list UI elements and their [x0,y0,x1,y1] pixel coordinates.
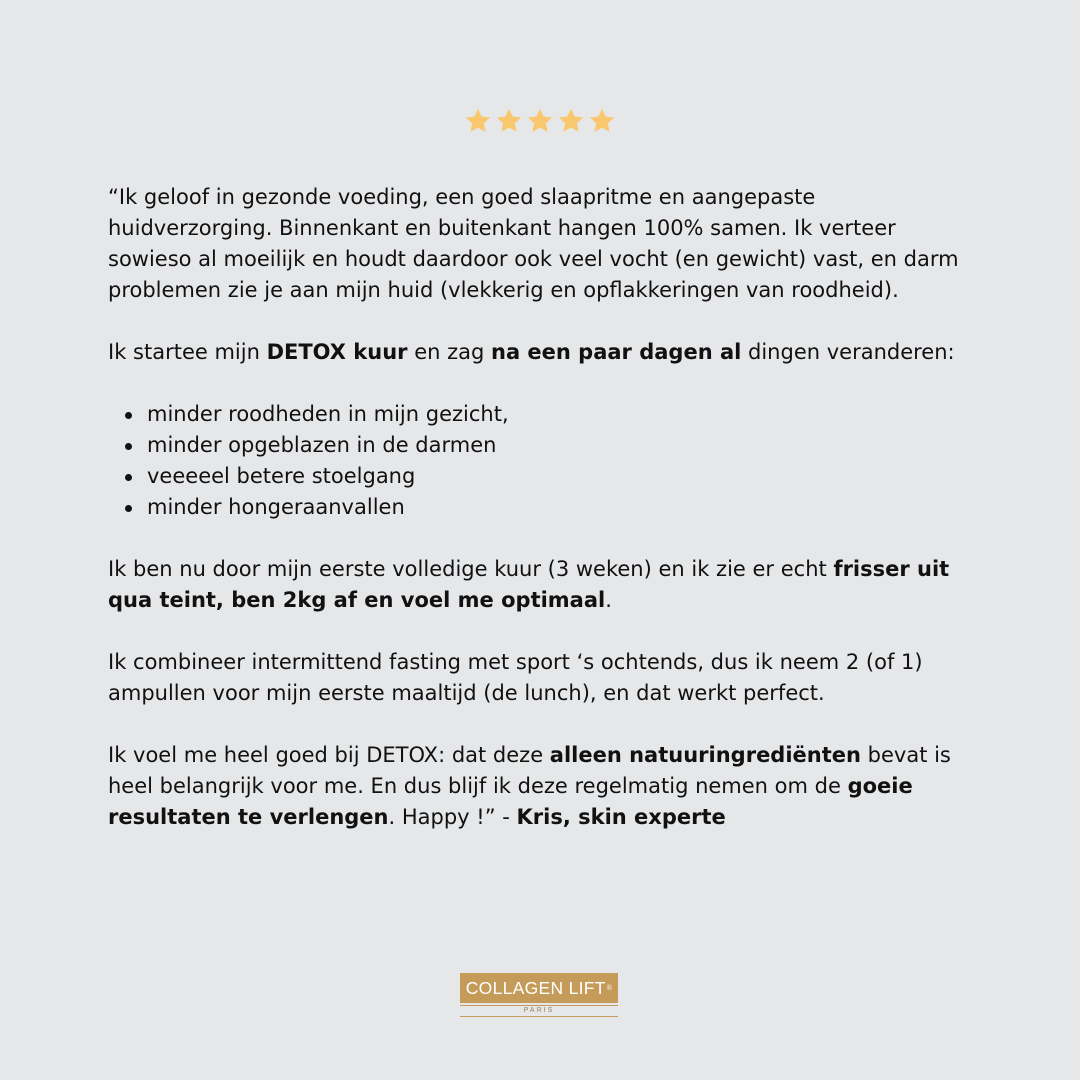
star-rating [0,106,1080,136]
star-icon [494,106,524,136]
star-icon [463,106,493,136]
list-item: veeeeel betere stoelgang [125,461,978,492]
paragraph-results: Ik ben nu door mijn eerste volledige kuur (3 weken) en ik zie er echt frisser uit qua teint, ben 2kg af en voel me optimaal. [108,557,950,612]
paragraph-detox: Ik startee mijn DETOX kuur en zag na een paar dagen al dingen veranderen: [108,340,955,364]
paragraph-usage: Ik combineer intermittend fasting met sport ‘s ochtends, dus ik neem 2 (of 1) ampullen voor mijn eerste maaltijd (de lunch), en dat werkt perfect. [108,650,923,705]
logo-city: PARIS [460,1005,618,1017]
brand-logo [460,973,618,1017]
paragraph-intro: “Ik geloof in gezonde voeding, een goed slaapritme en aangepaste huidverzorging. Binnenkant en buitenkant hangen 100% samen. Ik verteer sowieso al moeilijk en houdt daardoor ook veel vocht (en gewicht) vast, en darm problemen zie je aan mijn huid (vlekkerig en opflakkeringen van roodheid). [108,185,959,302]
testimonial-text [108,182,978,864]
star-icon [556,106,586,136]
list-item: minder roodheden in mijn gezicht, [125,399,978,430]
list-item: minder hongeraanvallen [125,492,978,523]
author-name: Kris, skin experte [516,805,726,829]
paragraph-conclusion: Ik voel me heel goed bij DETOX: dat deze alleen natuuringrediënten bevat is heel belangrijk voor me. En dus blijf ik deze regelmatig nemen om de goeie resultaten te verlengen. Happy !” - Kris, skin experte [108,743,951,829]
star-icon [587,106,617,136]
list-item: minder opgeblazen in de darmen [125,430,978,461]
star-icon [525,106,555,136]
logo-wordmark: COLLAGEN LIFT ® [460,973,618,1003]
changes-list [108,399,978,523]
